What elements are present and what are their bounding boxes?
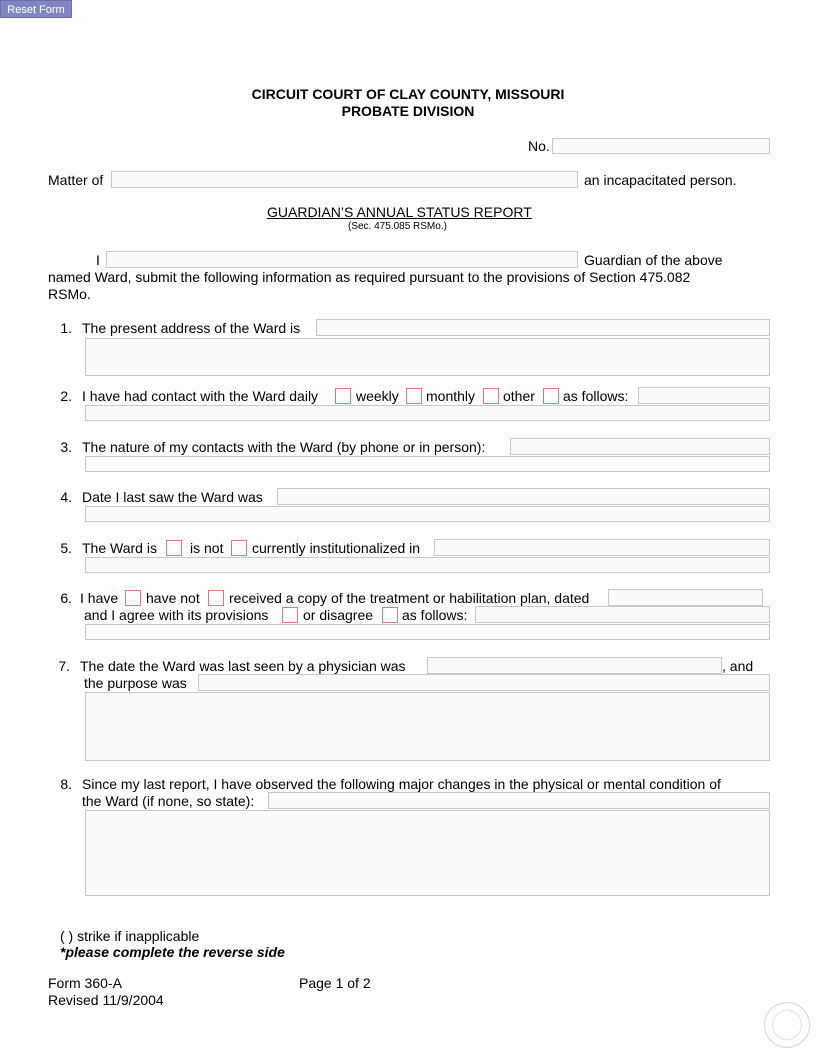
intro-i-label: I	[96, 252, 100, 268]
matter-label: Matter of	[48, 172, 104, 188]
physician-date-field[interactable]	[427, 657, 722, 674]
ward-name-field[interactable]	[111, 171, 578, 188]
guardian-name-field[interactable]	[106, 251, 578, 268]
form-number: Form 360-A	[48, 975, 122, 991]
case-no-label: No.	[528, 138, 550, 154]
condition-changes-field[interactable]	[268, 792, 770, 809]
guardian-label: Guardian of the above	[584, 252, 723, 268]
institutionalized-label: currently institutionalized in	[252, 540, 421, 556]
ward-address-field[interactable]	[316, 319, 770, 336]
is-institutionalized-checkbox[interactable]	[166, 540, 182, 556]
page-number: Page 1 of 2	[299, 975, 371, 991]
weekly-checkbox[interactable]	[406, 388, 422, 404]
q8-number: 8.	[60, 776, 72, 792]
monthly-label: monthly	[426, 388, 476, 404]
report-title: GUARDIAN’S ANNUAL STATUS REPORT	[267, 204, 532, 220]
contact-details-line[interactable]	[85, 405, 770, 421]
received-plan-text: received a copy of the treatment or habilitation plan, dated	[229, 590, 590, 606]
q5-text: The Ward is	[82, 540, 157, 556]
q5-number: 5.	[60, 540, 72, 556]
agree-checkbox[interactable]	[282, 607, 298, 623]
i-have-label: I have	[80, 590, 119, 606]
last-saw-line[interactable]	[85, 506, 770, 522]
q8-text-2: the Ward (if none, so state):	[82, 793, 255, 809]
have-not-plan-checkbox[interactable]	[208, 590, 224, 606]
and-label: , and	[722, 658, 754, 674]
not-institutionalized-checkbox[interactable]	[231, 540, 247, 556]
have-not-label: have not	[146, 590, 200, 606]
visit-purpose-area[interactable]	[85, 692, 770, 761]
case-no-field[interactable]	[552, 138, 770, 154]
q8-text: Since my last report, I have observed the following major changes in the physical or mental condition of	[82, 776, 721, 792]
q4-number: 4.	[60, 489, 72, 505]
agree-label: and I agree with its provisions	[84, 607, 269, 623]
q7-text: The date the Ward was last seen by a physician was	[80, 658, 406, 674]
strike-note: ( ) strike if inapplicable	[60, 928, 200, 944]
court-seal-icon	[764, 1002, 810, 1048]
plan-as-follows-label: as follows:	[402, 607, 468, 623]
contact-details-field[interactable]	[638, 387, 770, 404]
intro-text: named Ward, submit the following information as required pursuant to the provisions of Section 475.082	[48, 269, 691, 285]
q1-text: The present address of the Ward is	[82, 320, 301, 336]
is-not-label: is not	[190, 540, 224, 556]
court-title: CIRCUIT COURT OF CLAY COUNTY, MISSOURI	[251, 86, 565, 102]
daily-checkbox[interactable]	[335, 388, 351, 404]
reverse-side-note: *please complete the reverse side	[60, 944, 285, 960]
q2-text: I have had contact with the Ward daily	[82, 388, 319, 404]
revised-date: Revised 11/9/2004	[48, 992, 164, 1008]
disagree-label: or disagree	[303, 607, 374, 623]
reset-form-button[interactable]: Reset Form	[0, 0, 72, 18]
last-saw-date-field[interactable]	[277, 488, 770, 505]
division-title: PROBATE DIVISION	[341, 103, 475, 119]
ward-address-area[interactable]	[85, 338, 770, 376]
q2-number: 2.	[60, 388, 72, 404]
condition-changes-area[interactable]	[85, 810, 770, 896]
visit-purpose-field[interactable]	[198, 674, 770, 691]
have-plan-checkbox[interactable]	[125, 590, 141, 606]
q1-number: 1.	[60, 320, 72, 336]
other-label: other	[503, 388, 535, 404]
q3-text: The nature of my contacts with the Ward (by phone or in person):	[82, 439, 486, 455]
contact-nature-field[interactable]	[510, 438, 770, 455]
plan-date-field[interactable]	[608, 589, 763, 606]
q6-number: 6.	[60, 590, 72, 606]
contact-nature-line[interactable]	[85, 456, 770, 472]
as-follows-label: as follows:	[563, 388, 629, 404]
intro-text-end: RSMo.	[48, 286, 91, 302]
institution-field[interactable]	[434, 539, 770, 556]
purpose-label: the purpose was	[84, 675, 187, 691]
q7-number: 7.	[58, 658, 70, 674]
statute-ref: (Sec. 475.085 RSMo.)	[348, 221, 447, 232]
monthly-checkbox[interactable]	[483, 388, 499, 404]
institution-line[interactable]	[85, 557, 770, 573]
plan-comments-line[interactable]	[85, 624, 770, 640]
incapacitated-label: an incapacitated person.	[584, 172, 737, 188]
q3-number: 3.	[60, 439, 72, 455]
other-checkbox[interactable]	[543, 388, 559, 404]
disagree-checkbox[interactable]	[382, 607, 398, 623]
plan-comments-field[interactable]	[475, 606, 770, 623]
weekly-label: weekly	[356, 388, 399, 404]
q4-text: Date I last saw the Ward was	[82, 489, 263, 505]
